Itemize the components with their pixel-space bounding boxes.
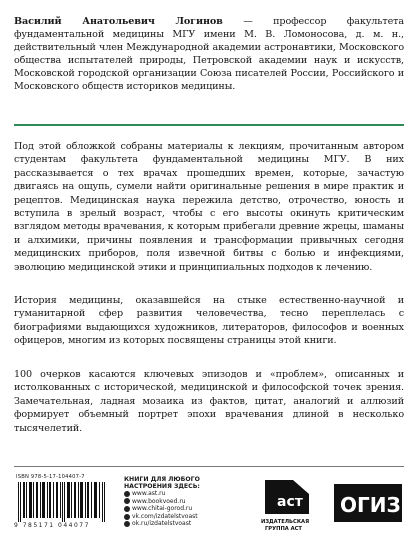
ast-caption-1: ИЗДАТЕЛЬСКАЯ — [261, 519, 310, 525]
divider-green — [14, 124, 404, 126]
shops-title-1: КНИГИ ДЛЯ ЛЮБОГО — [124, 476, 200, 483]
ok-icon — [124, 521, 130, 527]
shops-block — [124, 476, 254, 528]
isbn-block — [14, 474, 112, 532]
shop-link[interactable]: www.ast.ru — [124, 490, 254, 498]
annotation-paragraph-3: 100 очерков касаются ключевых эпизодов и «проблем», описанных и истолкованных с исторической, медицинской и философской точек зрения. Замечательная, ладная мозаика из фактов, цитат, аналогий и аллюзий формирует объемный портрет эпохи врачевания длиной в несколько тысячелетий. — [14, 369, 404, 434]
shop-link[interactable]: www.bookvoed.ru — [124, 498, 254, 506]
shop-link[interactable]: www.chitai-gorod.ru — [124, 505, 254, 513]
footer — [14, 474, 404, 532]
ogiz-logo-text: ОГИЗ — [340, 493, 401, 517]
ast-logo-icon — [259, 474, 315, 532]
globe-icon — [124, 506, 130, 512]
divider-footer — [14, 466, 404, 467]
annotation-paragraph-1: Под этой обложкой собраны материалы к лекциям, прочитанным автором студентам факультета фундаментальной медицины МГУ. В них рассказывается о тех врачах прошедших времен, которые, зачастую двигаясь на ощупь, сумели найти оригинальные решения в мире практик и рецептов. Медицинская наука пережила детство, отрочество, юность и вступила в зрелый возраст, чтобы с его высоты окинуть критическим взглядом методы врачевания, к которым прибегали древние жрецы, шаманы и алхимики, причины появления и трансформации привычных сегодня медицинских приборов, поля извечной битвы с болью и инфекциями, эволюцию медицинской этики и принципиальных подходов к лечению. — [14, 141, 404, 273]
ast-logo-text: аст — [277, 494, 303, 510]
barcode-number: 9 785171 044077 — [14, 522, 90, 529]
author-name: Василий Анатольевич Логинов — [14, 16, 223, 27]
shops-title-2: НАСТРОЕНИЯ ЗДЕСЬ: — [124, 483, 200, 490]
ogiz-logo-icon — [334, 484, 402, 522]
author-bio — [14, 15, 404, 93]
author-bio-text: — профессор факультета фундаментальной медицины МГУ имени М. В. Ломоносова, д. м. н., действительный член Международной академии астронавтики, Московского общества испытателей природы, Петровской академии наук и искусств, Московской городской организации Союза писателей России, Российского и Московского обществ историков медицины. — [14, 16, 404, 92]
globe-icon — [124, 491, 130, 497]
ast-caption-2: ГРУППА АСТ — [265, 526, 302, 532]
shop-link[interactable]: ok.ru/izdatelstvoast — [124, 520, 254, 528]
barcode-icon — [16, 482, 110, 522]
shop-link[interactable]: vk.com/izdatelstvoast — [124, 513, 254, 521]
vk-icon — [124, 514, 130, 520]
isbn: ISBN 978-5-17-104407-7 — [16, 474, 85, 480]
globe-icon — [124, 498, 130, 504]
annotation-paragraph-2: История медицины, оказавшейся на стыке естественно-научной и гуманитарной сфер развития человечества, тесно переплелась с биографиями выдающихся художников, литераторов, философов и военных офицеров, многим из которых посвящены страницы этой книги. — [14, 295, 404, 347]
